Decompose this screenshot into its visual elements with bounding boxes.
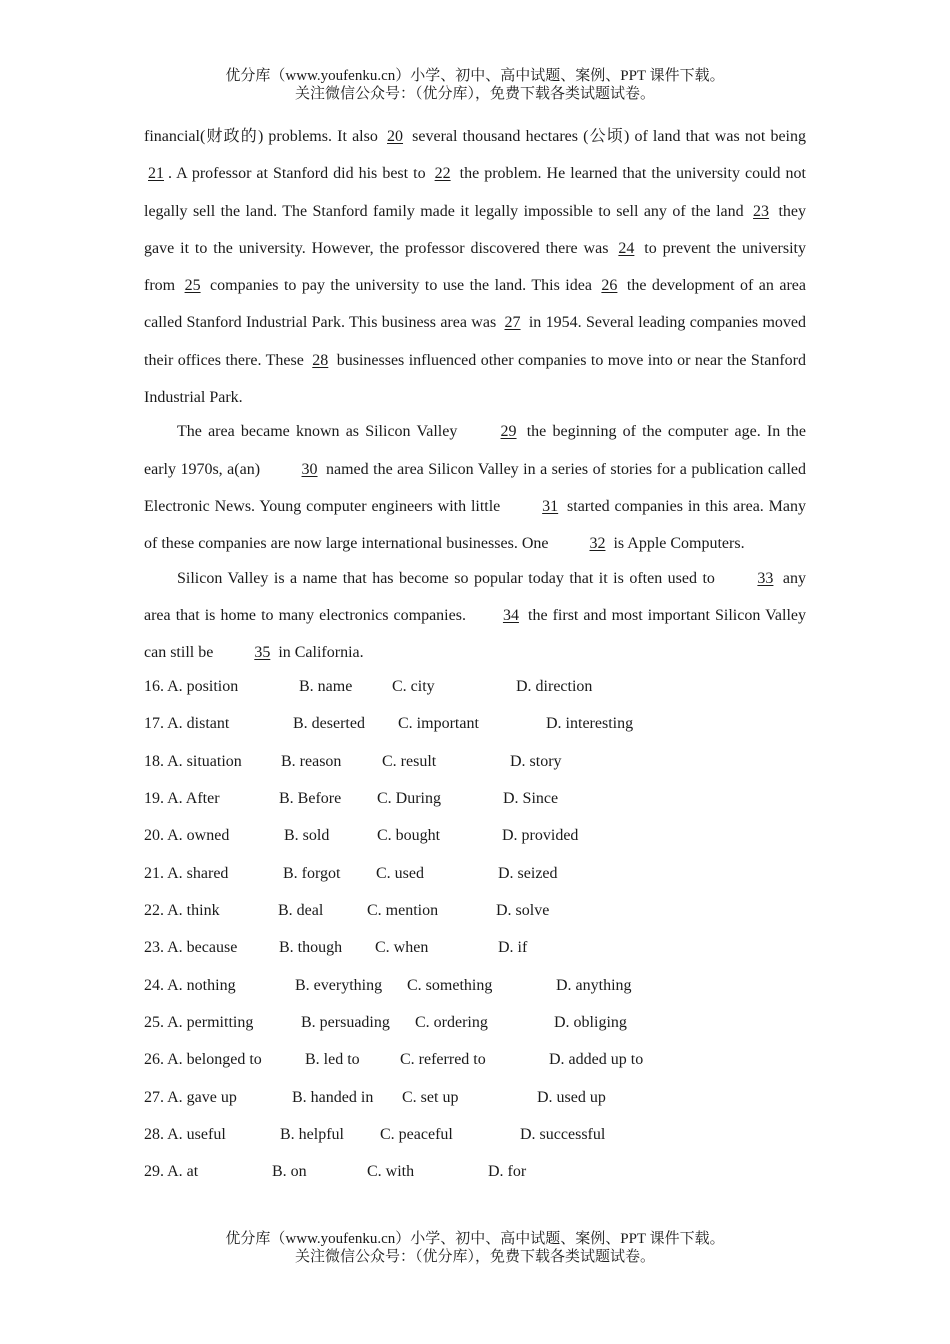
page-footer [0, 1230, 950, 1266]
blank-28: 28 [312, 351, 329, 369]
passage-text: . A professor at Stanford did his best to [168, 165, 431, 183]
header-line-2: 关注微信公众号：（优分库），免费下载各类试题试卷。 [294, 86, 655, 102]
question-row-23 [144, 929, 806, 966]
passage-paragraph-3 [144, 560, 806, 672]
passage-text: started companies in this area. Many of these companies are now large international businesses. One [144, 497, 806, 553]
option-c: C. peaceful [380, 1126, 453, 1144]
blank-21: 21 [148, 165, 164, 183]
option-d: D. obliging [554, 1014, 627, 1032]
option-a: 28. A. useful [144, 1126, 226, 1144]
passage-text: the beginning of the computer age. In the early 1970s, a(an) [144, 423, 806, 478]
passage-text: companies to pay the university to use the land. This idea [204, 277, 598, 295]
question-row-20 [144, 817, 806, 854]
blank-20: 20 [387, 128, 404, 145]
passage [144, 118, 806, 671]
blank-25: 25 [184, 277, 201, 295]
question-row-25 [144, 1004, 806, 1041]
option-d: D. interesting [546, 715, 634, 733]
blank-35: 35 [254, 644, 271, 662]
option-b: B. on [272, 1163, 307, 1181]
option-a: 26. A. belonged to [144, 1051, 262, 1069]
question-row-29 [144, 1153, 806, 1190]
blank-23: 23 [753, 202, 770, 220]
option-c: C. with [367, 1163, 415, 1181]
blank-31: 31 [542, 497, 559, 515]
footer-line-2: 关注微信公众号：（优分库），免费下载各类试题试卷。 [294, 1249, 655, 1265]
option-b: B. deserted [293, 715, 365, 733]
blank-26: 26 [601, 277, 618, 295]
option-b: B. everything [295, 976, 383, 994]
option-d: D. provided [502, 827, 579, 845]
question-row-18 [144, 743, 806, 780]
passage-text: businesses influenced other companies to move into or near the Stanford Industrial Park. [144, 351, 807, 407]
question-row-16 [144, 668, 806, 705]
option-b: B. handed in [292, 1088, 374, 1106]
question-row-17 [144, 705, 806, 742]
blank-34: 34 [502, 606, 519, 624]
option-d: D. added up to [549, 1051, 644, 1069]
option-c: C. something [407, 976, 493, 994]
passage-text: to prevent the university from [144, 239, 806, 295]
option-c: C. city [392, 678, 435, 695]
passage-text: financial(财政的) problems. It also [144, 128, 384, 145]
option-a: 17. A. distant [144, 715, 230, 733]
passage-text: they gave it to the university. However, the professor discovered there was [144, 202, 807, 257]
footer-line-1: 优分库（www.youfenku.cn）小学、初中、高中试题、案例、PPT 课件下载。 [225, 1231, 725, 1247]
blank-33: 33 [757, 569, 774, 587]
option-d: D. direction [516, 678, 593, 695]
passage-text: any area that is home to many electronics companies. [144, 569, 807, 624]
option-c: C. used [376, 864, 424, 882]
blank-22: 22 [434, 165, 451, 183]
option-b: B. though [279, 939, 343, 957]
option-b: B. led to [305, 1051, 360, 1069]
passage-paragraph-1 [144, 118, 806, 416]
option-a: 18. A. situation [144, 752, 242, 770]
option-c: C. ordering [415, 1014, 488, 1032]
option-d: D. Since [503, 790, 559, 808]
passage-text: named the area Silicon Valley in a series of stories for a publication called Electronic News. Young computer engineers with little [144, 460, 807, 515]
passage-text: in 1954. Several leading companies moved their offices there. These [144, 314, 807, 369]
passage-text: is Apple Computers. [609, 535, 745, 553]
blank-32: 32 [589, 535, 606, 553]
option-d: D. if [498, 939, 528, 957]
blank-30: 30 [301, 460, 318, 478]
option-d: D. anything [556, 976, 632, 994]
option-a: 25. A. permitting [144, 1014, 254, 1032]
option-a: 16. A. position [144, 678, 239, 695]
passage-text: the problem. He learned that the university could not legally sell the land. The Stanford family made it legally impossible to sell any of the land [144, 165, 806, 220]
option-d: D. story [510, 752, 562, 770]
question-row-22 [144, 892, 806, 929]
option-a: 24. A. nothing [144, 976, 236, 994]
blank-27: 27 [504, 314, 521, 332]
option-b: B. helpful [280, 1126, 344, 1144]
option-c: C. set up [402, 1088, 459, 1106]
header-line-1: 优分库（www.youfenku.cn）小学、初中、高中试题、案例、PPT 课件下载。 [225, 68, 725, 84]
option-b: B. sold [284, 827, 330, 845]
question-row-26 [144, 1041, 806, 1078]
option-a: 23. A. because [144, 939, 238, 957]
option-a: 20. A. owned [144, 827, 230, 845]
question-options [144, 668, 806, 1191]
option-b: B. reason [281, 752, 342, 770]
passage-text: in California. [274, 644, 364, 662]
option-c: C. when [375, 939, 429, 957]
option-a: 29. A. at [144, 1163, 199, 1181]
passage-text: Silicon Valley is a name that has become so popular today that it is often used to [177, 569, 721, 587]
question-row-27 [144, 1079, 806, 1116]
option-c: C. referred to [400, 1051, 486, 1069]
option-d: D. for [488, 1163, 527, 1181]
passage-text: The area became known as Silicon Valley [177, 423, 464, 441]
option-c: C. bought [377, 827, 441, 845]
option-a: 22. A. think [144, 902, 220, 920]
option-c: C. important [398, 715, 479, 733]
option-b: B. Before [279, 790, 342, 808]
passage-text: several thousand hectares (公顷) of land that was not being [407, 128, 806, 145]
option-d: D. seized [498, 864, 558, 882]
question-row-28 [144, 1116, 806, 1153]
option-c: C. During [377, 790, 441, 808]
option-c: C. mention [367, 902, 439, 920]
option-c: C. result [382, 752, 437, 770]
question-row-21 [144, 855, 806, 892]
option-d: D. used up [537, 1088, 606, 1106]
passage-text: the development of an area called Stanford Industrial Park. This business area was [144, 277, 807, 332]
blank-29: 29 [500, 423, 517, 441]
page-header [0, 67, 950, 103]
option-d: D. successful [520, 1126, 606, 1144]
passage-paragraph-2 [144, 413, 806, 562]
passage-text: the first and most important Silicon Valley can still be [144, 606, 806, 662]
option-b: B. forgot [283, 864, 341, 882]
question-row-19 [144, 780, 806, 817]
question-row-24 [144, 967, 806, 1004]
option-b: B. deal [278, 902, 324, 920]
option-a: 27. A. gave up [144, 1088, 237, 1106]
option-a: 19. A. After [144, 790, 220, 808]
blank-24: 24 [618, 239, 635, 257]
option-b: B. persuading [301, 1014, 390, 1032]
option-b: B. name [299, 678, 353, 695]
option-d: D. solve [496, 902, 550, 920]
option-a: 21. A. shared [144, 864, 229, 882]
